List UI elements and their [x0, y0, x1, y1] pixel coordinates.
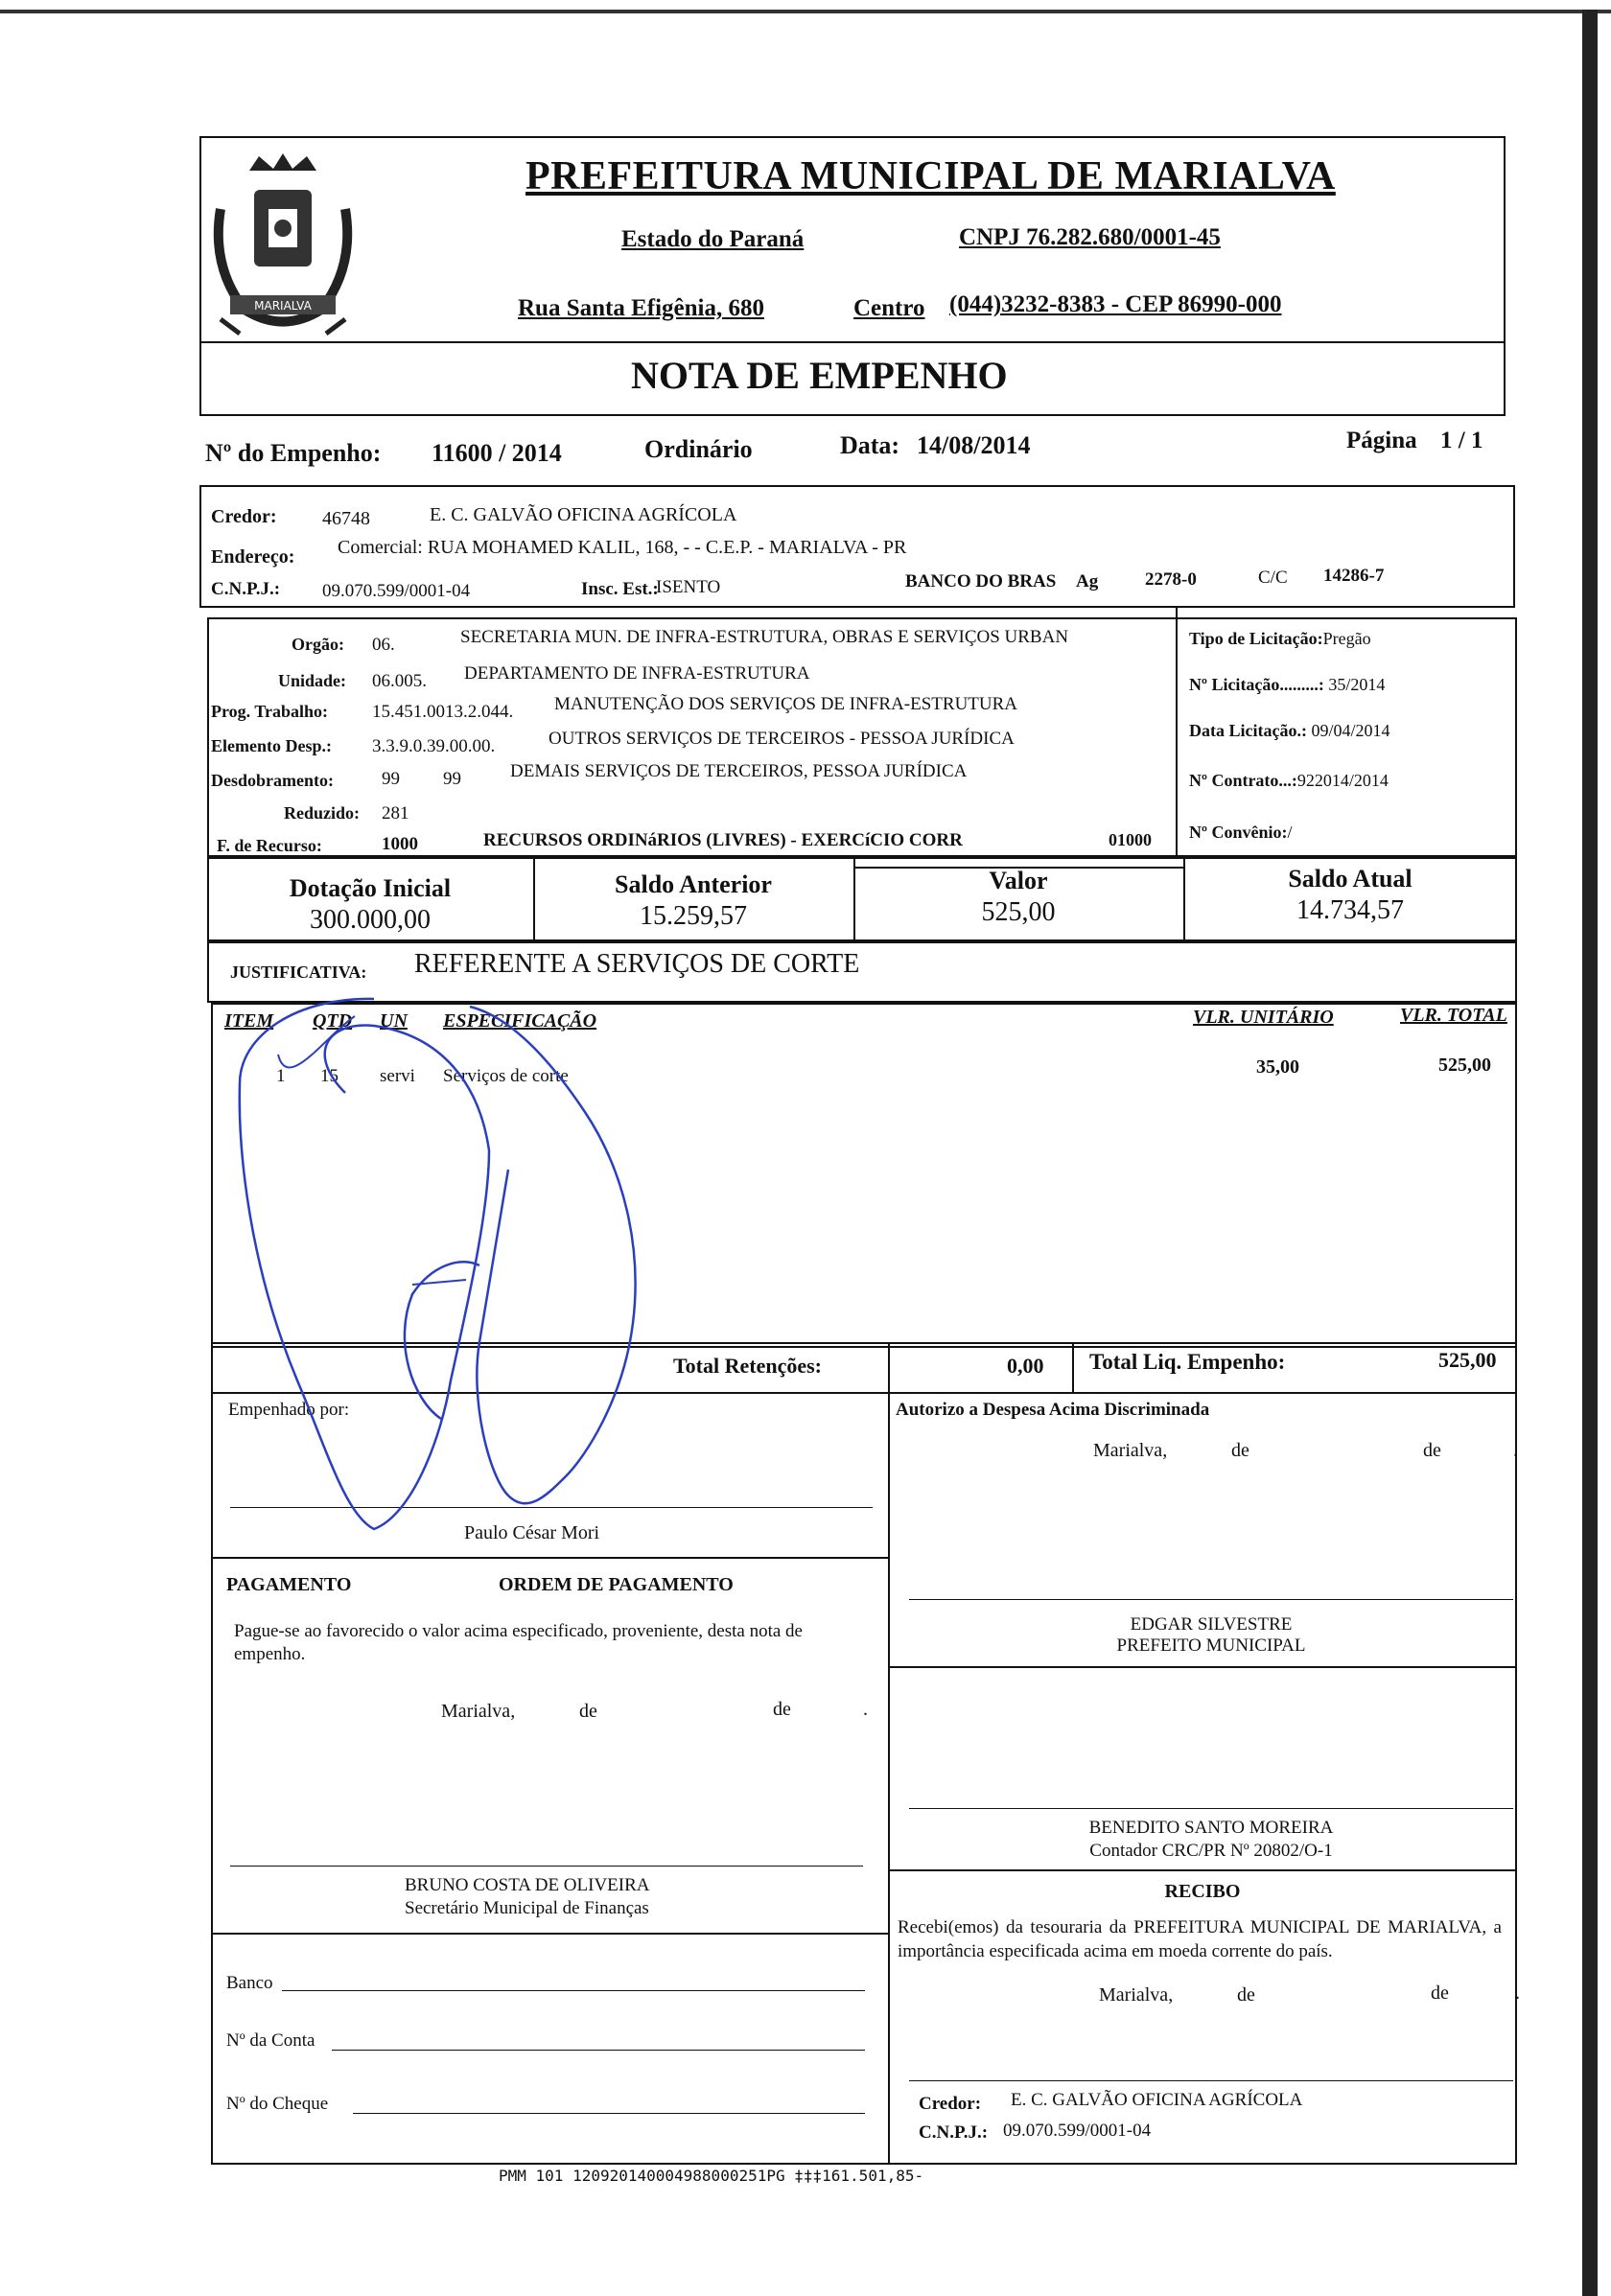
bank-name: BANCO DO BRAS — [905, 571, 1057, 591]
address-value: Comercial: RUA MOHAMED KALIL, 168, - - C.E.P. - MARIALVA - PR — [338, 537, 907, 558]
recurso-desc: RECURSOS ORDINáRIOS (LIVRES) - EXERCíCIO CORR — [483, 830, 963, 850]
saldo-atual-value: 14.734,57 — [1296, 895, 1404, 925]
pagamento-dot: . — [863, 1699, 868, 1720]
empenho-type: Ordinário — [644, 435, 753, 463]
credor-code: 46748 — [322, 508, 370, 529]
autorizo-city: Marialva, — [1093, 1440, 1168, 1461]
contador-title: Contador CRC/PR Nº 20802/O-1 — [1089, 1841, 1333, 1861]
saldo-anterior-label: Saldo Anterior — [615, 870, 772, 898]
scan-edge-right — [1582, 10, 1598, 2296]
row-unit: 35,00 — [1256, 1056, 1299, 1078]
row-spec: Serviços de corte — [443, 1066, 569, 1086]
cheque-label: Nº do Cheque — [226, 2094, 329, 2114]
convenio-label-text: Nº Convênio: — [1189, 823, 1288, 842]
valor-label: Valor — [989, 867, 1048, 894]
recibo-cnpj: 09.070.599/0001-04 — [1003, 2121, 1152, 2141]
banco-label: Banco — [226, 1973, 273, 1993]
licitacao-num-label-text: Nº Licitação.........: — [1189, 675, 1324, 694]
ordem-title: ORDEM DE PAGAMENTO — [499, 1574, 734, 1595]
prog-desc: MANUTENÇÃO DOS SERVIÇOS DE INFRA-ESTRUTURA — [554, 694, 1018, 714]
pagamento-title: PAGAMENTO — [226, 1574, 352, 1595]
empenhado-name: Paulo César Mori — [464, 1522, 600, 1543]
unidade-label: Unidade: — [278, 671, 347, 690]
totals-divider-2 — [1072, 1342, 1074, 1394]
row-item: 1 — [276, 1066, 286, 1086]
licitacao-num: 35/2014 — [1328, 675, 1386, 694]
totals-divider-1 — [888, 1342, 890, 1394]
recibo-credor-label: Credor: — [919, 2094, 982, 2114]
licitacao-tipo: Pregão — [1322, 629, 1371, 648]
pagamento-city: Marialva, — [441, 1701, 516, 1722]
credor-recibo-sign-line — [909, 2080, 1513, 2081]
recibo-de-1: de — [1237, 1984, 1255, 2006]
row-qtd: 15 — [320, 1066, 339, 1086]
cheque-line[interactable] — [353, 2113, 865, 2114]
reduzido-label: Reduzido: — [284, 803, 361, 823]
desdobramento-desc: DEMAIS SERVIÇOS DE TERCEIROS, PESSOA JURÍDICA — [510, 761, 968, 781]
contador-sign-line — [909, 1808, 1513, 1809]
retencoes-label: Total Retenções: — [673, 1354, 822, 1378]
empenho-label: Nº do Empenho: — [205, 439, 382, 467]
autorizo-de-2: de — [1423, 1440, 1441, 1461]
header-district: Centro — [853, 295, 925, 321]
orgao-code: 06. — [372, 635, 395, 655]
prefeito-title: PREFEITO MUNICIPAL — [1116, 1635, 1306, 1656]
licitacao-data-label — [1189, 721, 1389, 741]
pague-text: Pague-se ao favorecido o valor acima especificado, proveniente, desta nota de empenho. — [234, 1621, 803, 1664]
col-qtd: QTD — [313, 1010, 353, 1032]
desdobramento-label: Desdobramento: — [211, 771, 334, 790]
empenho-number: 11600 / 2014 — [432, 439, 562, 467]
col-unit: VLR. UNITÁRIO — [1193, 1007, 1334, 1028]
header-state: Estado do Paraná — [621, 226, 805, 252]
autorizo-dot: . — [1513, 1440, 1518, 1461]
credor-cnpj-label: C.N.P.J.: — [211, 579, 281, 599]
secretario-title: Secretário Municipal de Finanças — [405, 1898, 649, 1918]
bank-ag-label: Ag — [1076, 571, 1099, 591]
credor-cnpj: 09.070.599/0001-04 — [322, 581, 471, 601]
licitacao-tipo-label-text: Tipo de Licitação: — [1189, 629, 1323, 648]
recibo-de-2: de — [1431, 1983, 1449, 2004]
row-un: servi — [380, 1066, 415, 1086]
retencoes-value: 0,00 — [1007, 1354, 1044, 1378]
empenhado-label: Empenhado por: — [228, 1400, 350, 1420]
licitacao-divider — [1176, 608, 1178, 857]
empenho-date-label: Data: — [840, 431, 900, 459]
page-number-label: Página — [1346, 428, 1417, 453]
licitacao-num-label — [1189, 675, 1385, 695]
prefeito-sign-line — [909, 1599, 1513, 1600]
col-item: ITEM — [224, 1010, 274, 1032]
recibo-title: RECIBO — [1164, 1881, 1241, 1902]
valor-value: 525,00 — [981, 897, 1056, 927]
recurso-code: 1000 — [382, 834, 418, 854]
orgao-label: Orgão: — [292, 635, 344, 654]
autorizo-text: Autorizo a Despesa Acima Discriminada — [896, 1400, 1210, 1420]
row-total: 525,00 — [1438, 1055, 1491, 1076]
recibo-text: Recebi(emos) da tesouraria da PREFEITURA MUNICIPAL DE MARIALVA, a importância especificada acima em moeda corrente do país. — [898, 1917, 1502, 1961]
licitacao-data-label-text: Data Licitação.: — [1189, 721, 1307, 740]
scan-edge-top — [0, 10, 1611, 13]
elemento-label: Elemento Desp.: — [211, 736, 332, 755]
conta-line[interactable] — [332, 2050, 865, 2051]
saldo-anterior-value: 15.259,57 — [640, 901, 747, 931]
justificativa-label: JUSTIFICATIVA: — [230, 962, 367, 982]
municipal-seal-icon — [201, 151, 364, 341]
header-street: Rua Santa Efigênia, 680 — [518, 295, 764, 321]
recibo-dot: . — [1515, 1983, 1520, 2004]
pagamento-de-1: de — [579, 1701, 597, 1722]
conta-label: Nº da Conta — [226, 2030, 315, 2051]
header-cnpj: CNPJ 76.282.680/0001-45 — [959, 224, 1221, 250]
secretario-name: BRUNO COSTA DE OLIVEIRA — [405, 1875, 650, 1895]
recibo-credor-name: E. C. GALVÃO OFICINA AGRÍCOLA — [1011, 2090, 1303, 2110]
address-label: Endereço: — [211, 546, 295, 568]
pagamento-de-2: de — [773, 1699, 791, 1720]
total-liq-label: Total Liq. Empenho: — [1089, 1350, 1286, 1374]
col-spec: ESPECIFICAÇÃO — [443, 1010, 597, 1032]
bank-ag: 2278-0 — [1145, 569, 1197, 590]
header-divider — [199, 341, 1506, 343]
reduzido-value: 281 — [382, 803, 409, 823]
dotacao-value: 300.000,00 — [310, 905, 431, 935]
handwritten-signature-icon — [221, 978, 662, 1553]
insc-label: Insc. Est.: — [581, 579, 659, 599]
licitacao-tipo-label — [1189, 629, 1371, 649]
secretario-sign-line — [230, 1866, 863, 1867]
justificativa-text: REFERENTE A SERVIÇOS DE CORTE — [414, 949, 860, 979]
prefeito-name: EDGAR SILVESTRE — [1130, 1614, 1293, 1635]
header-phone-cep: (044)3232-8383 - CEP 86990-000 — [949, 291, 1282, 317]
banco-line[interactable] — [282, 1990, 865, 1991]
convenio-label — [1189, 823, 1292, 843]
elemento-code: 3.3.9.0.39.00.00. — [372, 736, 496, 756]
unidade-desc: DEPARTAMENTO DE INFRA-ESTRUTURA — [464, 663, 810, 684]
credor-label: Credor: — [211, 506, 277, 527]
unidade-code: 06.005. — [372, 671, 427, 691]
contador-name: BENEDITO SANTO MOREIRA — [1088, 1818, 1334, 1838]
footer-code: PMM 101 120920140004988000251PG ‡‡‡161.501,85- — [499, 2167, 924, 2185]
recibo-divider — [888, 1869, 1517, 1871]
contrato-value: 922014/2014 — [1296, 771, 1389, 790]
recurso-extra: 01000 — [1109, 830, 1152, 849]
recibo-cnpj-label: C.N.P.J.: — [919, 2122, 989, 2143]
desdobramento-code-1: 99 — [382, 769, 400, 789]
desdobramento-code-2: 99 — [443, 769, 461, 789]
empenho-date: 14/08/2014 — [917, 431, 1031, 459]
dotacao-label: Dotação Inicial — [289, 874, 452, 902]
col-un: UN — [380, 1010, 408, 1032]
licitacao-data: 09/04/2014 — [1311, 721, 1390, 740]
signature-divider — [888, 1392, 890, 2165]
bank-cc-label: C/C — [1258, 568, 1288, 588]
col-total: VLR. TOTAL — [1400, 1005, 1507, 1026]
elemento-desc: OUTROS SERVIÇOS DE TERCEIROS - PESSOA JURÍDICA — [549, 729, 1015, 749]
prog-label: Prog. Trabalho: — [211, 702, 329, 721]
bank-section-divider — [211, 1933, 888, 1935]
contrato-label — [1189, 771, 1389, 791]
autorizo-de-1: de — [1231, 1440, 1249, 1461]
prog-code: 15.451.0013.2.044. — [372, 702, 514, 722]
total-liq-value: 525,00 — [1438, 1348, 1497, 1372]
contrato-label-text: Nº Contrato...: — [1189, 771, 1297, 790]
credor-name: E. C. GALVÃO OFICINA AGRÍCOLA — [430, 504, 737, 525]
prefeito-section-divider — [888, 1666, 1517, 1668]
recurso-label: F. de Recurso: — [217, 836, 322, 855]
convenio-value: / — [1287, 823, 1293, 842]
seal-text: MARIALVA — [254, 299, 312, 313]
bank-cc: 14286-7 — [1323, 566, 1385, 586]
orgao-desc: SECRETARIA MUN. DE INFRA-ESTRUTURA, OBRAS E SERVIÇOS URBAN — [460, 627, 1069, 647]
recibo-city: Marialva, — [1099, 1984, 1174, 2006]
pagamento-divider — [211, 1557, 888, 1559]
page-title: PREFEITURA MUNICIPAL DE MARIALVA — [525, 154, 1336, 198]
document-title: NOTA DE EMPENHO — [631, 354, 1008, 397]
page-number: 1 / 1 — [1440, 428, 1483, 453]
saldo-atual-label: Saldo Atual — [1288, 865, 1413, 893]
insc-value: ISENTO — [656, 577, 721, 597]
